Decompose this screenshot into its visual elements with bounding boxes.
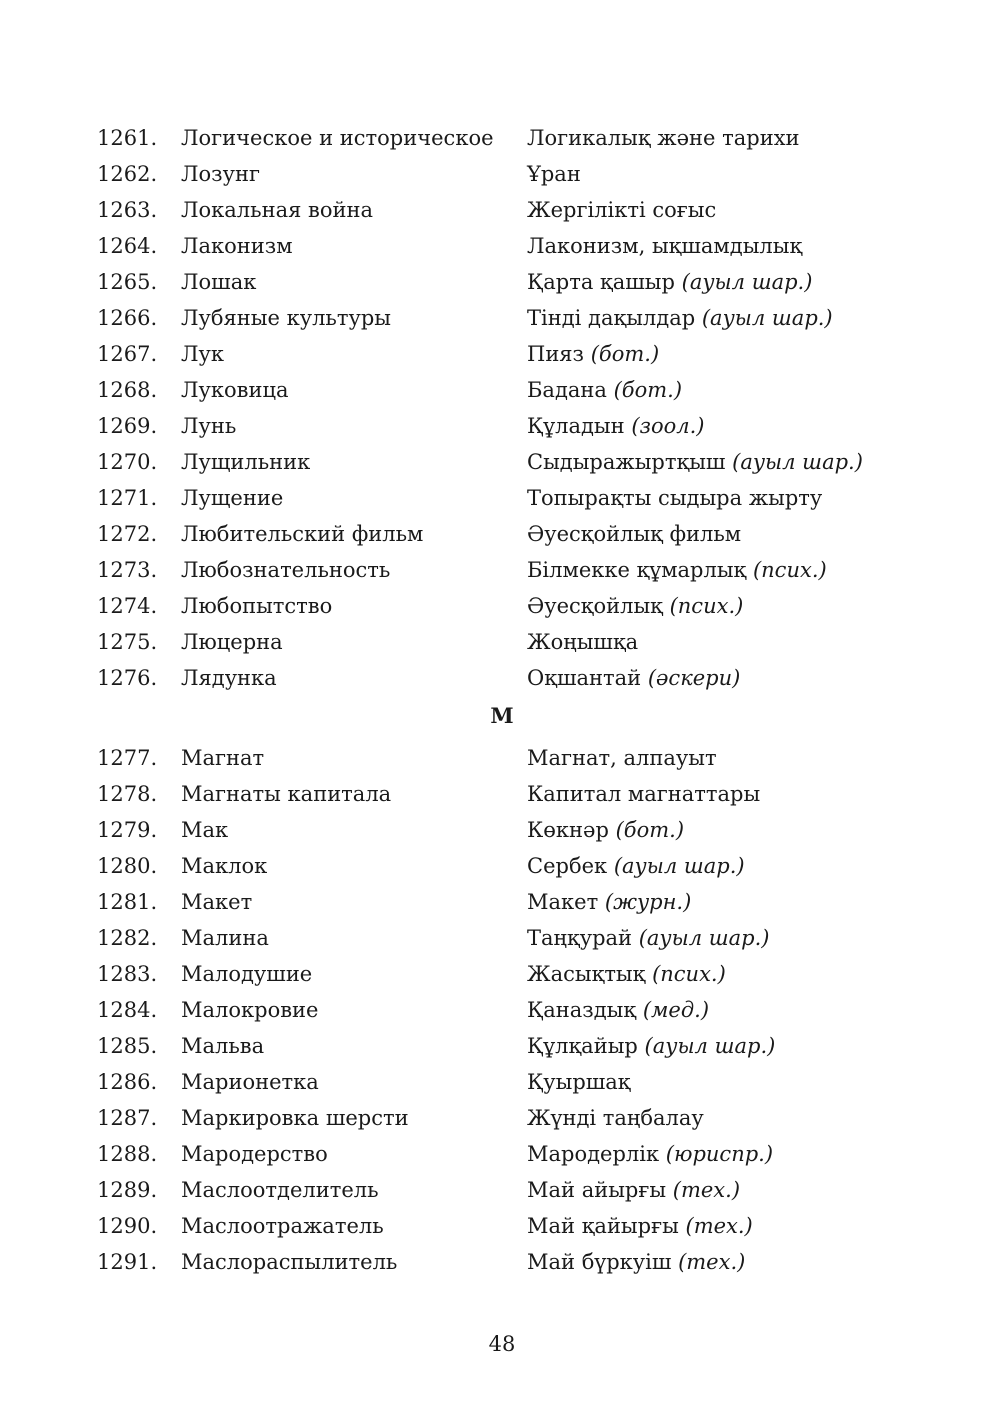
entry-number: 1285. xyxy=(97,1034,158,1058)
entry-row xyxy=(0,920,1004,956)
entry-number: 1278. xyxy=(97,782,158,806)
russian-term: Люцерна xyxy=(181,630,283,654)
entry-row xyxy=(0,1100,1004,1136)
kazakh-translation xyxy=(527,920,770,956)
entry-number: 1289. xyxy=(97,1178,158,1202)
kazakh-term: Логикалық және тарихи xyxy=(527,126,800,150)
kazakh-translation xyxy=(527,300,833,336)
russian-term: Луковица xyxy=(181,378,289,402)
page-number: 48 xyxy=(488,1332,516,1356)
entry-row xyxy=(0,992,1004,1028)
entry-number: 1271. xyxy=(97,486,158,510)
subject-note: (бот.) xyxy=(590,342,660,366)
entry-row xyxy=(0,516,1004,552)
russian-term: Маркировка шерсти xyxy=(181,1106,409,1130)
section-letter-heading: М xyxy=(490,703,514,728)
entry-number: 1262. xyxy=(97,162,158,186)
kazakh-term: Капитал магнаттары xyxy=(527,782,761,806)
entry-number: 1261. xyxy=(97,126,158,150)
subject-note: (журн.) xyxy=(604,890,692,914)
kazakh-translation xyxy=(527,1064,631,1100)
russian-term: Лунь xyxy=(181,414,237,438)
russian-term: Лядунка xyxy=(181,666,277,690)
subject-note: (ауыл шар.) xyxy=(613,854,745,878)
russian-term: Малина xyxy=(181,926,269,950)
subject-note: (ауыл шар.) xyxy=(638,926,770,950)
subject-note: (псих.) xyxy=(752,558,827,582)
entry-row xyxy=(0,1172,1004,1208)
subject-note: (тех.) xyxy=(678,1250,746,1274)
russian-term: Лошак xyxy=(181,270,257,294)
entry-number: 1270. xyxy=(97,450,158,474)
entry-row xyxy=(0,156,1004,192)
subject-note: (ауыл шар.) xyxy=(701,306,833,330)
russian-term: Магнат xyxy=(181,746,265,770)
kazakh-term: Әуесқойлық xyxy=(527,594,663,618)
kazakh-translation xyxy=(527,1244,745,1280)
entry-row xyxy=(0,444,1004,480)
kazakh-term: Қарта қашыр xyxy=(527,270,675,294)
kazakh-translation xyxy=(527,740,717,776)
russian-term: Маслораспылитель xyxy=(181,1250,398,1274)
subject-note: (псих.) xyxy=(669,594,744,618)
russian-term: Маслоотражатель xyxy=(181,1214,384,1238)
subject-note: (зоол.) xyxy=(631,414,705,438)
kazakh-term: Оқшантай xyxy=(527,666,642,690)
russian-term: Малодушие xyxy=(181,962,313,986)
russian-term: Малокровие xyxy=(181,998,319,1022)
russian-term: Мальва xyxy=(181,1034,265,1058)
entry-number: 1281. xyxy=(97,890,158,914)
kazakh-translation xyxy=(527,228,802,264)
russian-term: Лаконизм xyxy=(181,234,293,258)
entry-row xyxy=(0,228,1004,264)
kazakh-translation xyxy=(527,480,822,516)
entry-number: 1266. xyxy=(97,306,158,330)
kazakh-translation xyxy=(527,1028,775,1064)
kazakh-term: Қаназдық xyxy=(527,998,637,1022)
entry-number: 1273. xyxy=(97,558,158,582)
kazakh-term: Мародерлік xyxy=(527,1142,660,1166)
kazakh-translation xyxy=(527,408,704,444)
russian-term: Любительский фильм xyxy=(181,522,424,546)
kazakh-translation xyxy=(527,660,740,696)
kazakh-term: Әуесқойлық фильм xyxy=(527,522,742,546)
kazakh-translation xyxy=(527,156,581,192)
kazakh-term: Құладын xyxy=(527,414,625,438)
entry-number: 1290. xyxy=(97,1214,158,1238)
russian-term: Любознательность xyxy=(181,558,391,582)
entry-row xyxy=(0,624,1004,660)
subject-note: (тех.) xyxy=(685,1214,753,1238)
entry-row xyxy=(0,884,1004,920)
kazakh-translation xyxy=(527,336,659,372)
kazakh-translation xyxy=(527,776,760,812)
kazakh-term: Май айырғы xyxy=(527,1178,667,1202)
entry-row xyxy=(0,956,1004,992)
entry-row xyxy=(0,372,1004,408)
kazakh-term: Май бүркуіш xyxy=(527,1250,672,1274)
entry-number: 1275. xyxy=(97,630,158,654)
russian-term: Лук xyxy=(181,342,225,366)
entry-row xyxy=(0,588,1004,624)
kazakh-term: Жергілікті соғыс xyxy=(527,198,717,222)
kazakh-term: Таңқурай xyxy=(527,926,633,950)
entry-number: 1277. xyxy=(97,746,158,770)
kazakh-translation xyxy=(527,956,726,992)
entry-number: 1265. xyxy=(97,270,158,294)
russian-term: Лозунг xyxy=(181,162,260,186)
entry-row xyxy=(0,1244,1004,1280)
kazakh-term: Жоңышқа xyxy=(527,630,639,654)
subject-note: (тех.) xyxy=(672,1178,741,1202)
entry-row xyxy=(0,740,1004,776)
entry-number: 1287. xyxy=(97,1106,158,1130)
entries-section-m xyxy=(0,740,1004,1280)
russian-term: Лущильник xyxy=(181,450,311,474)
kazakh-translation xyxy=(527,884,691,920)
russian-term: Мародерство xyxy=(181,1142,328,1166)
russian-term: Локальная война xyxy=(181,198,374,222)
entry-number: 1274. xyxy=(97,594,158,618)
kazakh-translation xyxy=(527,624,638,660)
entry-number: 1282. xyxy=(97,926,158,950)
entry-row xyxy=(0,120,1004,156)
entry-number: 1264. xyxy=(97,234,158,258)
russian-term: Марионетка xyxy=(181,1070,319,1094)
kazakh-translation xyxy=(527,1100,704,1136)
russian-term: Любопытство xyxy=(181,594,333,618)
subject-note: (бот.) xyxy=(613,378,683,402)
subject-note: (ауыл шар.) xyxy=(681,270,813,294)
subject-note: (бот.) xyxy=(615,818,685,842)
russian-term: Лубяные культуры xyxy=(181,306,391,330)
kazakh-translation xyxy=(527,264,812,300)
kazakh-translation xyxy=(527,848,745,884)
entry-row xyxy=(0,1064,1004,1100)
entry-row xyxy=(0,776,1004,812)
kazakh-term: Жасықтық xyxy=(527,962,646,986)
subject-note: (юриспр.) xyxy=(665,1142,774,1166)
kazakh-translation xyxy=(527,588,743,624)
entry-row xyxy=(0,1028,1004,1064)
kazakh-term: Бадана xyxy=(527,378,607,402)
kazakh-term: Білмекке құмарлық xyxy=(527,558,747,582)
russian-term: Маклок xyxy=(181,854,268,878)
entry-row xyxy=(0,660,1004,696)
entry-number: 1272. xyxy=(97,522,158,546)
kazakh-term: Көкнәр xyxy=(527,818,609,842)
kazakh-term: Қуыршақ xyxy=(527,1070,631,1094)
subject-note: (әскери) xyxy=(647,666,741,690)
kazakh-term: Макет xyxy=(527,890,599,914)
russian-term: Маслоотделитель xyxy=(181,1178,379,1202)
entry-number: 1263. xyxy=(97,198,158,222)
entry-row xyxy=(0,552,1004,588)
kazakh-term: Магнат, алпауыт xyxy=(527,746,717,770)
kazakh-term: Пияз xyxy=(527,342,585,366)
kazakh-translation xyxy=(527,516,741,552)
entry-row xyxy=(0,480,1004,516)
kazakh-term: Май қайырғы xyxy=(527,1214,679,1238)
entry-number: 1291. xyxy=(97,1250,158,1274)
kazakh-translation xyxy=(527,444,863,480)
subject-note: (ауыл шар.) xyxy=(732,450,863,474)
entry-row xyxy=(0,1136,1004,1172)
entry-row xyxy=(0,408,1004,444)
entry-number: 1283. xyxy=(97,962,158,986)
russian-term: Лущение xyxy=(181,486,284,510)
entry-number: 1286. xyxy=(97,1070,158,1094)
kazakh-translation xyxy=(527,1172,740,1208)
entry-number: 1268. xyxy=(97,378,158,402)
entry-number: 1280. xyxy=(97,854,158,878)
kazakh-term: Ұран xyxy=(527,162,581,186)
kazakh-translation xyxy=(527,120,800,156)
russian-term: Мак xyxy=(181,818,229,842)
entry-number: 1284. xyxy=(97,998,158,1022)
russian-term: Магнаты капитала xyxy=(181,782,392,806)
subject-note: (мед.) xyxy=(642,998,710,1022)
entry-number: 1276. xyxy=(97,666,158,690)
kazakh-term: Құлқайыр xyxy=(527,1034,638,1058)
kazakh-term: Сыдыражыртқыш xyxy=(527,450,726,474)
kazakh-term: Лаконизм, ықшамдылық xyxy=(527,234,803,258)
kazakh-term: Жүнді таңбалау xyxy=(527,1106,704,1130)
russian-term: Макет xyxy=(181,890,253,914)
entries-section-l xyxy=(0,120,1004,696)
kazakh-translation xyxy=(527,1136,773,1172)
entry-row xyxy=(0,264,1004,300)
kazakh-translation xyxy=(527,1208,753,1244)
russian-term: Логическое и историческое xyxy=(181,126,494,150)
entry-row xyxy=(0,1208,1004,1244)
kazakh-term: Топырақты сыдыра жырту xyxy=(527,486,823,510)
kazakh-translation xyxy=(527,552,827,588)
entry-number: 1279. xyxy=(97,818,158,842)
kazakh-translation xyxy=(527,192,716,228)
entry-row xyxy=(0,848,1004,884)
entry-row xyxy=(0,300,1004,336)
entry-number: 1269. xyxy=(97,414,158,438)
kazakh-term: Тінді дақылдар xyxy=(527,306,696,330)
entry-number: 1288. xyxy=(97,1142,158,1166)
kazakh-translation xyxy=(527,992,709,1028)
subject-note: (псих.) xyxy=(652,962,726,986)
kazakh-translation xyxy=(527,372,682,408)
entry-row xyxy=(0,192,1004,228)
entry-number: 1267. xyxy=(97,342,158,366)
subject-note: (ауыл шар.) xyxy=(644,1034,776,1058)
kazakh-translation xyxy=(527,812,684,848)
entry-row xyxy=(0,812,1004,848)
kazakh-term: Сербек xyxy=(527,854,608,878)
entry-row xyxy=(0,336,1004,372)
